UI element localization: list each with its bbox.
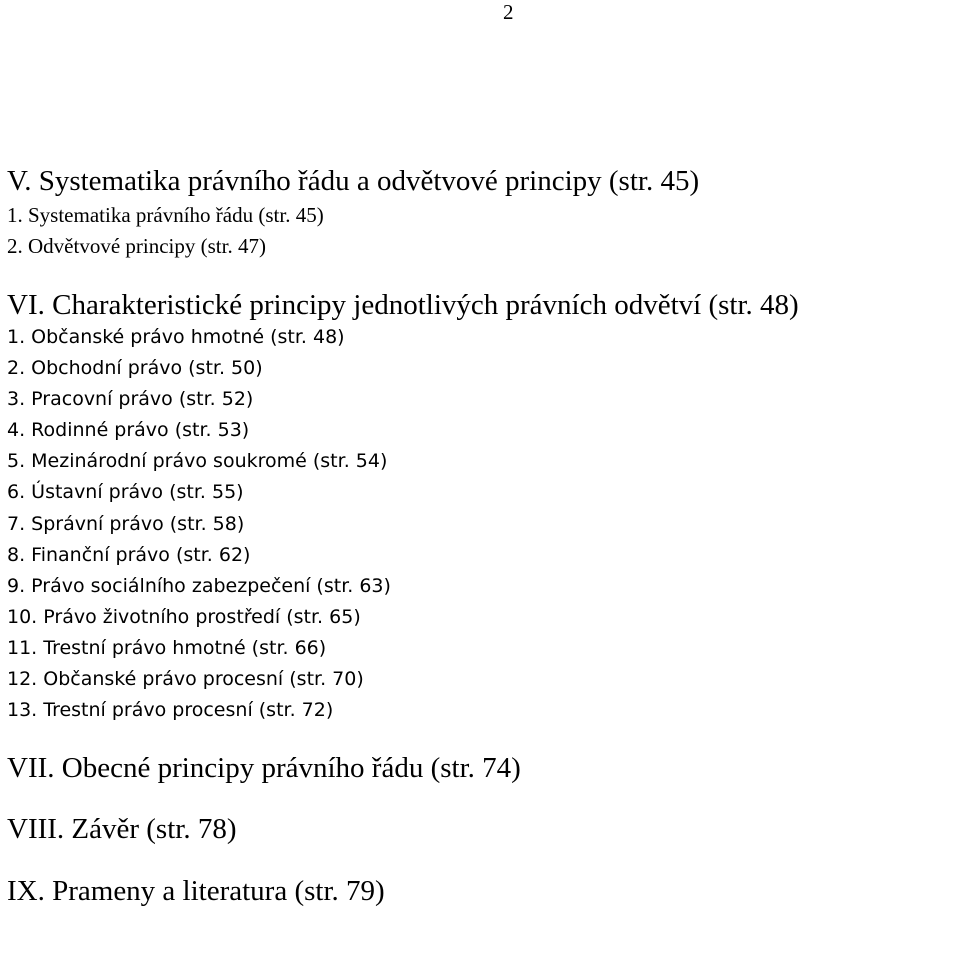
toc-item: 12. Občanské právo procesní (str. 70) (7, 668, 364, 691)
toc-section-ix (7, 874, 960, 908)
toc-heading: VI. Charakteristické principy jednotlivých právních odvětví (str. 48) (7, 289, 799, 321)
toc-item: 1. Občanské právo hmotné (str. 48) (7, 326, 345, 348)
table-of-contents (7, 164, 960, 908)
toc-section-viii (7, 812, 960, 846)
toc-heading: IX. Prameny a literatura (str. 79) (7, 875, 385, 908)
toc-item: 9. Právo sociálního zabezpečení (str. 63) (7, 574, 391, 597)
toc-item: 4. Rodinné právo (str. 53) (7, 419, 250, 442)
toc-item: 7. Správní právo (str. 58) (7, 512, 245, 535)
toc-item: 13. Trestní právo procesní (str. 72) (7, 699, 334, 722)
toc-item: 5. Mezinárodní právo soukromé (str. 54) (7, 450, 388, 473)
toc-section-vii (7, 751, 960, 785)
toc-item: 11. Trestní právo hmotné (str. 66) (7, 636, 327, 659)
toc-section-vi (7, 288, 960, 726)
toc-item: 6. Ústavní právo (str. 55) (7, 481, 244, 504)
toc-section-v (7, 164, 960, 262)
toc-heading: VIII. Závěr (str. 78) (7, 813, 237, 846)
toc-item: 10. Právo životního prostředí (str. 65) (7, 605, 361, 628)
toc-item: 3. Pracovní právo (str. 52) (7, 388, 254, 411)
toc-item: 8. Finanční právo (str. 62) (7, 543, 251, 566)
toc-item: 2. Odvětvové principy (str. 47) (7, 234, 266, 258)
page-number: 2 (503, 0, 514, 24)
toc-heading: V. Systematika právního řádu a odvětvové principy (str. 45) (7, 165, 700, 197)
toc-item: 2. Obchodní právo (str. 50) (7, 357, 263, 380)
toc-item: 1. Systematika právního řádu (str. 45) (7, 203, 324, 227)
toc-heading: VII. Obecné principy právního řádu (str. 74) (7, 752, 521, 785)
